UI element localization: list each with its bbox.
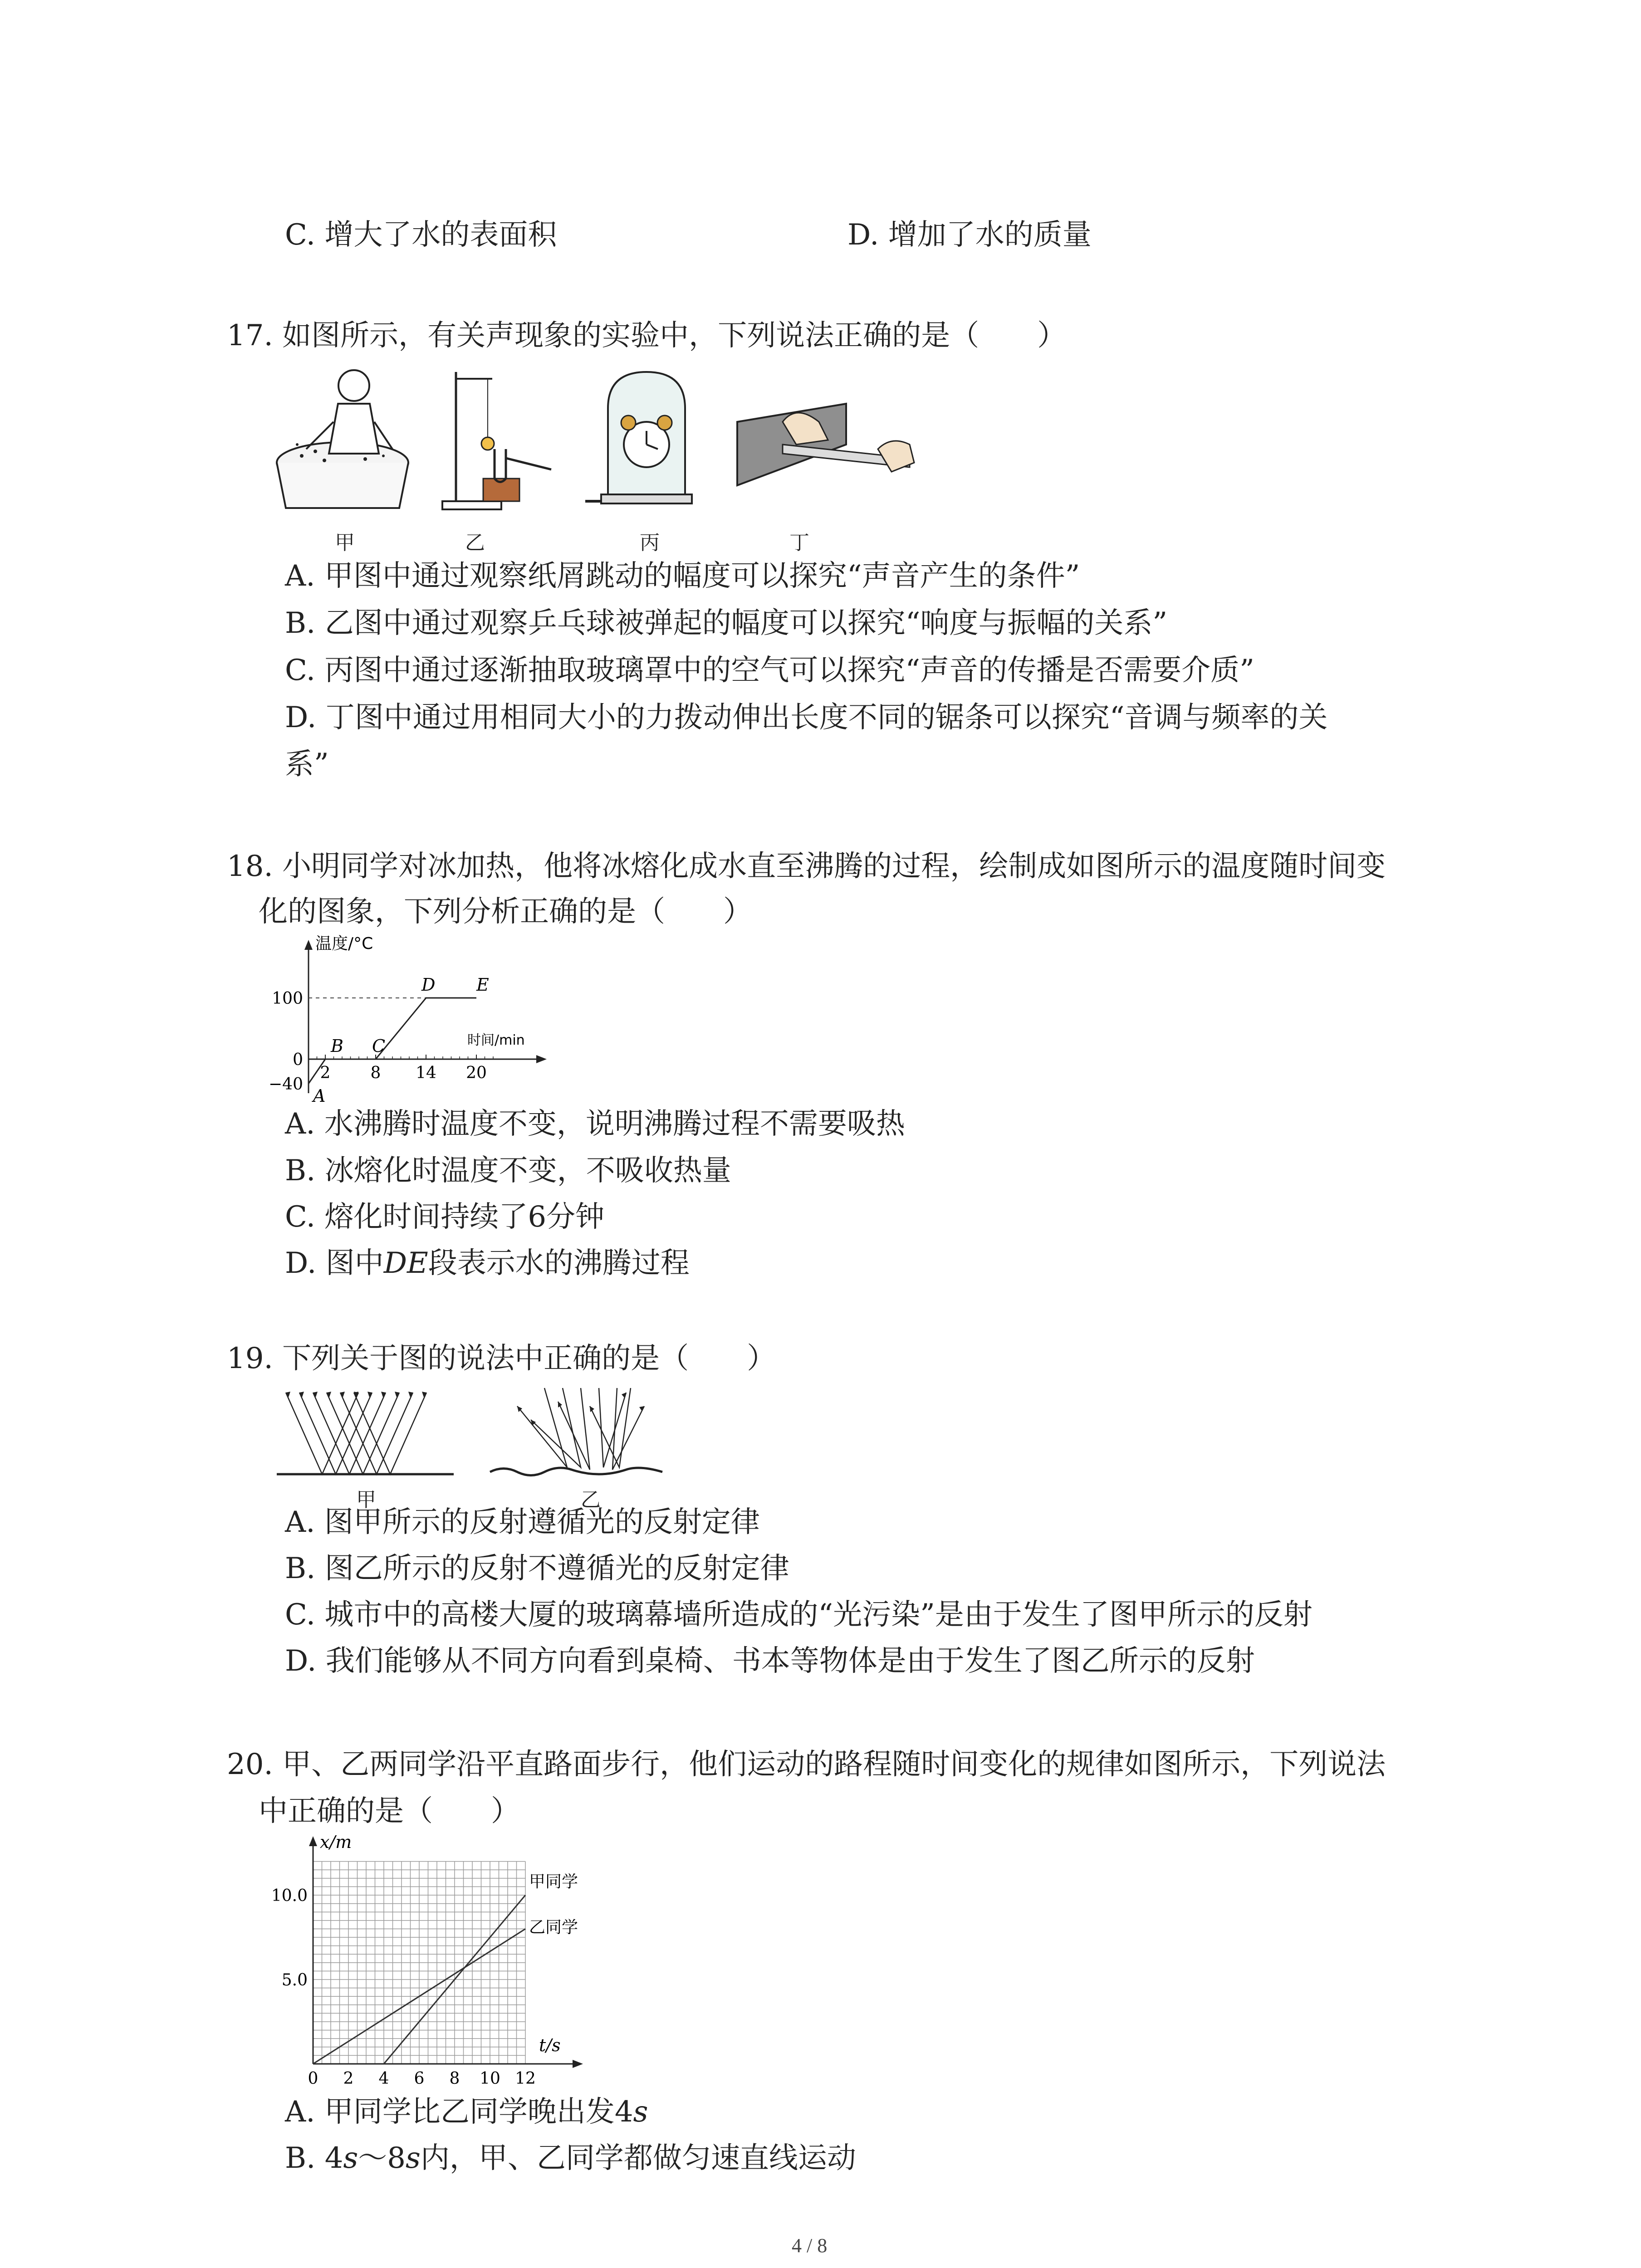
series-label-2: 乙同学 bbox=[529, 1918, 578, 1937]
q18-option-b: B. 冰熔化时温度不变，不吸收热量 bbox=[285, 1154, 731, 1188]
q19-option-b: B. 图乙所示的反射不遵循光的反射定律 bbox=[285, 1552, 789, 1585]
x-tick-label: 8 bbox=[370, 1064, 381, 1082]
x-tick-label: 2 bbox=[343, 2069, 354, 2088]
point-label-A: A bbox=[313, 1086, 326, 1106]
q19-caption-yi: 乙 bbox=[581, 1488, 601, 1511]
q17-caption-ding: 丁 bbox=[789, 531, 809, 554]
q17-option-d-cont: 系” bbox=[285, 748, 329, 781]
q17-figure-yi-tuning-fork bbox=[438, 363, 565, 513]
x-axis-arrow bbox=[573, 2060, 583, 2068]
y-tick-label: 100 bbox=[272, 989, 303, 1008]
q17-caption-bing: 丙 bbox=[640, 531, 660, 554]
x-tick-label: 2 bbox=[320, 1064, 331, 1082]
y-tick-label: 10.0 bbox=[271, 1887, 308, 1905]
q18-stem-line2: 化的图象，下列分析正确的是（ ） bbox=[259, 895, 752, 929]
q18-option-c: C. 熔化时间持续了6分钟 bbox=[285, 1200, 605, 1234]
q16-option-d: D. 增加了水的质量 bbox=[847, 218, 1092, 252]
x-tick-label: 8 bbox=[449, 2069, 460, 2088]
y-axis-label: 温度/°C bbox=[315, 934, 373, 953]
y-axis-arrow bbox=[309, 1836, 317, 1846]
x-axis-label: t/s bbox=[539, 2035, 561, 2055]
y-tick-label: 5.0 bbox=[281, 1971, 308, 1989]
q20-option-b-mid: ～8 bbox=[358, 2141, 406, 2175]
series-label-1: 甲同学 bbox=[529, 1872, 578, 1891]
q20-option-b-pre: B. 4 bbox=[285, 2141, 343, 2175]
q20-option-b bbox=[285, 2140, 856, 2176]
y-axis-arrow bbox=[304, 940, 313, 950]
q18-option-a: A. 水沸腾时温度不变，说明沸腾过程不需要吸热 bbox=[285, 1107, 905, 1141]
x-tick-label: 12 bbox=[515, 2069, 536, 2088]
q20-distance-time-chart bbox=[263, 1833, 617, 2091]
point-label-E: E bbox=[476, 975, 489, 995]
y-tick-label: 0 bbox=[293, 1051, 303, 1069]
q17-figure-bing-bell-jar bbox=[585, 358, 708, 513]
x-tick-label: 20 bbox=[466, 1064, 487, 1082]
point-label-D: D bbox=[421, 975, 436, 995]
q19-caption-jia: 甲 bbox=[356, 1488, 376, 1511]
q20-option-b-post: 内，甲、乙同学都做匀速直线运动 bbox=[420, 2141, 856, 2175]
q17-caption-yi: 乙 bbox=[465, 531, 485, 554]
x-axis-label: 时间/min bbox=[467, 1032, 525, 1048]
q17-figure-ding-saw bbox=[728, 395, 928, 499]
q20-stem-line2: 中正确的是（ ） bbox=[259, 1794, 520, 1828]
q20-option-a-unit: s bbox=[633, 2095, 648, 2129]
y-axis-label: x/m bbox=[320, 1832, 352, 1852]
point-label-C: C bbox=[372, 1036, 386, 1056]
q19-stem: 19. 下列关于图的说法中正确的是（ ） bbox=[227, 1342, 776, 1375]
x-tick-label: 10 bbox=[480, 2069, 500, 2088]
q17-option-b: B. 乙图中通过观察乒乓球被弹起的幅度可以探究“响度与振幅的关系” bbox=[285, 606, 1168, 640]
q18-option-d bbox=[285, 1245, 690, 1281]
q16-option-c: C. 增大了水的表面积 bbox=[285, 218, 557, 252]
q19-figure-jia-specular bbox=[277, 1379, 458, 1483]
q17-option-d: D. 丁图中通过用相同大小的力拨动伸出长度不同的锯条可以探究“音调与频率的关 bbox=[285, 701, 1328, 734]
page-number: 4 / 8 bbox=[792, 2234, 828, 2257]
x-tick-label: 14 bbox=[416, 1064, 436, 1082]
q19-option-c: C. 城市中的高楼大厦的玻璃幕墙所造成的“光污染”是由于发生了图甲所示的反射 bbox=[285, 1598, 1313, 1632]
q20-option-a-text: A. 甲同学比乙同学晚出发4 bbox=[285, 2095, 633, 2129]
x-tick-label: 4 bbox=[378, 2069, 389, 2088]
q20-stem-line1: 20. 甲、乙两同学沿平直路面步行，他们运动的路程随时间变化的规律如图所示，下列说法 bbox=[227, 1748, 1386, 1781]
q18-option-d-pre: D. 图中 bbox=[285, 1246, 384, 1280]
x-axis-arrow bbox=[536, 1055, 547, 1063]
q17-caption-jia: 甲 bbox=[335, 531, 355, 554]
q19-option-d: D. 我们能够从不同方向看到桌椅、书本等物体是由于发生了图乙所示的反射 bbox=[285, 1644, 1255, 1678]
q19-option-a: A. 图甲所示的反射遵循光的反射定律 bbox=[285, 1505, 760, 1539]
x-tick-label: 6 bbox=[414, 2069, 425, 2088]
q20-option-b-unit1: s bbox=[343, 2141, 358, 2175]
q18-stem-line1: 18. 小明同学对冰加热，他将冰熔化成水直至沸腾的过程，绘制成如图所示的温度随时间变 bbox=[227, 850, 1386, 883]
x-tick-label: 0 bbox=[308, 2069, 318, 2088]
q20-option-a bbox=[285, 2094, 648, 2130]
q18-option-d-post: 段表示水的沸腾过程 bbox=[428, 1246, 690, 1280]
q18-temperature-chart bbox=[254, 934, 572, 1106]
q17-option-a: A. 甲图中通过观察纸屑跳动的幅度可以探究“声音产生的条件” bbox=[285, 559, 1080, 593]
q19-figure-yi-diffuse bbox=[490, 1379, 667, 1483]
q17-stem: 17. 如图所示，有关声现象的实验中，下列说法正确的是（ ） bbox=[227, 319, 1067, 352]
q17-figure-jia-drum bbox=[274, 358, 415, 513]
q17-option-c: C. 丙图中通过逐渐抽取玻璃罩中的空气可以探究“声音的传播是否需要介质” bbox=[285, 654, 1254, 687]
point-label-B: B bbox=[331, 1036, 343, 1056]
y-tick-label: −40 bbox=[269, 1075, 303, 1094]
q20-option-b-unit2: s bbox=[406, 2141, 421, 2175]
q18-option-d-segment: DE bbox=[383, 1246, 428, 1280]
